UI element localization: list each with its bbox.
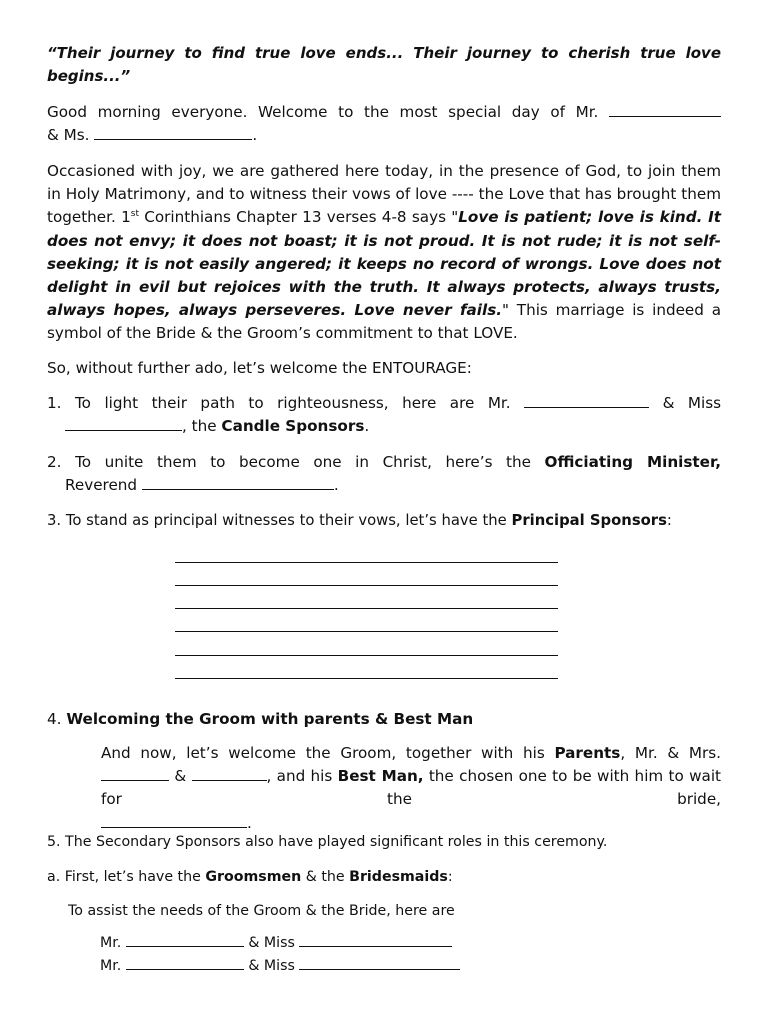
item-3-principal-sponsors <box>47 509 737 532</box>
principal-sponsor-line <box>175 585 558 586</box>
item-1-text-1: To light their path to righteousness, here are Mr. <box>74 394 511 412</box>
reverend-name-blank <box>142 476 334 490</box>
quote-line-1: “Their journey to find true love ends... Their journey to cherish true love <box>47 44 721 62</box>
item-5-secondary-sponsors: 5. The Secondary Sponsors also have played significant roles in this ceremony. <box>47 834 608 850</box>
principal-sponsor-line <box>175 631 558 632</box>
greeting-text-2: & Ms. <box>47 126 90 145</box>
principal-sponsor-line <box>175 655 558 656</box>
pair-1-miss-label: & Miss <box>248 935 295 951</box>
father-name-blank <box>101 767 169 781</box>
principal-sponsor-line <box>175 562 558 563</box>
item-5a-end: : <box>447 869 453 885</box>
pair-2-bridesmaid-blank <box>299 956 460 970</box>
item-1-text-2: & Miss <box>662 394 722 412</box>
entourage-intro: So, without further ado, let’s welcome the ENTOURAGE: <box>47 359 472 377</box>
item-4-number: 4. <box>47 710 62 728</box>
item-2-officiating-minister <box>47 451 721 497</box>
candle-sponsors-label: Candle Sponsors <box>221 417 365 436</box>
item-5a-groomsmen-bridesmaids <box>47 866 737 888</box>
parents-label: Parents <box>554 744 621 762</box>
groom-text-3: & <box>174 767 187 786</box>
pair-row-2 <box>100 955 720 977</box>
pair-2-groomsman-blank <box>126 956 244 970</box>
pair-2-mr-label: Mr. <box>100 958 122 974</box>
bride-name-blank <box>94 126 252 140</box>
item-2-text-1: To unite them to become one in Christ, here’s the <box>75 453 545 471</box>
item-2-text-2: Reverend <box>65 476 138 495</box>
bridesmaids-label: Bridesmaids <box>349 869 448 885</box>
item-1-number: 1. <box>47 394 62 412</box>
principal-sponsor-line <box>175 608 558 609</box>
item-1-candle-sponsors <box>47 392 721 438</box>
principal-sponsors-label: Principal Sponsors <box>511 512 667 529</box>
item-2-number: 2. <box>47 453 62 471</box>
groom-name-blank <box>609 103 721 117</box>
assist-text: To assist the needs of the Groom & the Bride, here are <box>68 903 455 919</box>
bible-verse: Love is patient; love is kind. It does not envy; it does not boast; it is not proud. It is not rude; it is not self-seeking; it is not easily angered; it keeps no record of wrongs. Love does not delight in evil but rejoices with the truth. It always protects, always trusts, always hopes, always perseveres. Love never fails. <box>47 208 721 320</box>
item-5a-text-2: & the <box>301 869 350 885</box>
opening-quote <box>47 42 721 88</box>
intro-superscript: st <box>130 209 139 220</box>
item-1-text-3: , the <box>182 417 222 436</box>
groom-text-1: And now, let’s welcome the Groom, together with his <box>101 744 555 762</box>
greeting-text-3: . <box>252 126 258 145</box>
best-man-label: Best Man, <box>337 767 424 786</box>
item-4-heading <box>47 708 721 731</box>
groom-welcome-heading: Welcoming the Groom with parents & Best Man <box>66 710 474 728</box>
greeting-paragraph <box>47 101 721 147</box>
groom-text-4: , and his <box>266 767 338 786</box>
officiating-minister-label: Officiating Minister, <box>544 453 721 471</box>
intro-paragraph <box>47 160 721 346</box>
greeting-text-1: Good morning everyone. Welcome to the most special day of Mr. <box>47 103 599 121</box>
intro-text-3: " This marriage is indeed a symbol of the Bride & the Groom’s commitment to that LOVE. <box>47 301 721 343</box>
groomsmen-label: Groomsmen <box>205 869 302 885</box>
groom-text-end: . <box>247 813 252 832</box>
mother-name-blank <box>192 767 267 781</box>
item-2-end: . <box>333 476 339 495</box>
item-5a-text-1: a. First, let’s have the <box>47 869 206 885</box>
item-3-text-1: To stand as principal witnesses to their vows, let’s have the <box>65 512 512 529</box>
intro-text-2: Corinthians Chapter 13 verses 4-8 says " <box>139 208 459 227</box>
best-man-name-blank <box>101 814 247 828</box>
item-1-end: . <box>364 417 370 436</box>
pair-row-1 <box>100 932 720 954</box>
pair-1-bridesmaid-blank <box>299 933 452 947</box>
groom-text-2: , Mr. & Mrs. <box>620 744 722 762</box>
pair-2-miss-label: & Miss <box>248 958 295 974</box>
principal-sponsor-line <box>175 678 558 679</box>
groom-text-5: the chosen one to be with him to wait for the bride, <box>101 767 721 809</box>
intro-text-1: Occasioned with joy, we are gathered here today, in the presence of God, to join them in Holy Matrimony, and to witness their vows of love ---- the Love that has brought them together. 1 <box>47 162 721 227</box>
pair-1-mr-label: Mr. <box>100 935 122 951</box>
candle-sponsor-mr-blank <box>524 394 649 408</box>
pair-1-groomsman-blank <box>126 933 244 947</box>
groom-welcome-paragraph <box>101 742 721 835</box>
item-3-end: : <box>666 512 672 529</box>
candle-sponsor-miss-blank <box>65 417 182 431</box>
quote-line-2: begins...” <box>47 67 131 86</box>
item-3-number: 3. <box>47 512 62 529</box>
